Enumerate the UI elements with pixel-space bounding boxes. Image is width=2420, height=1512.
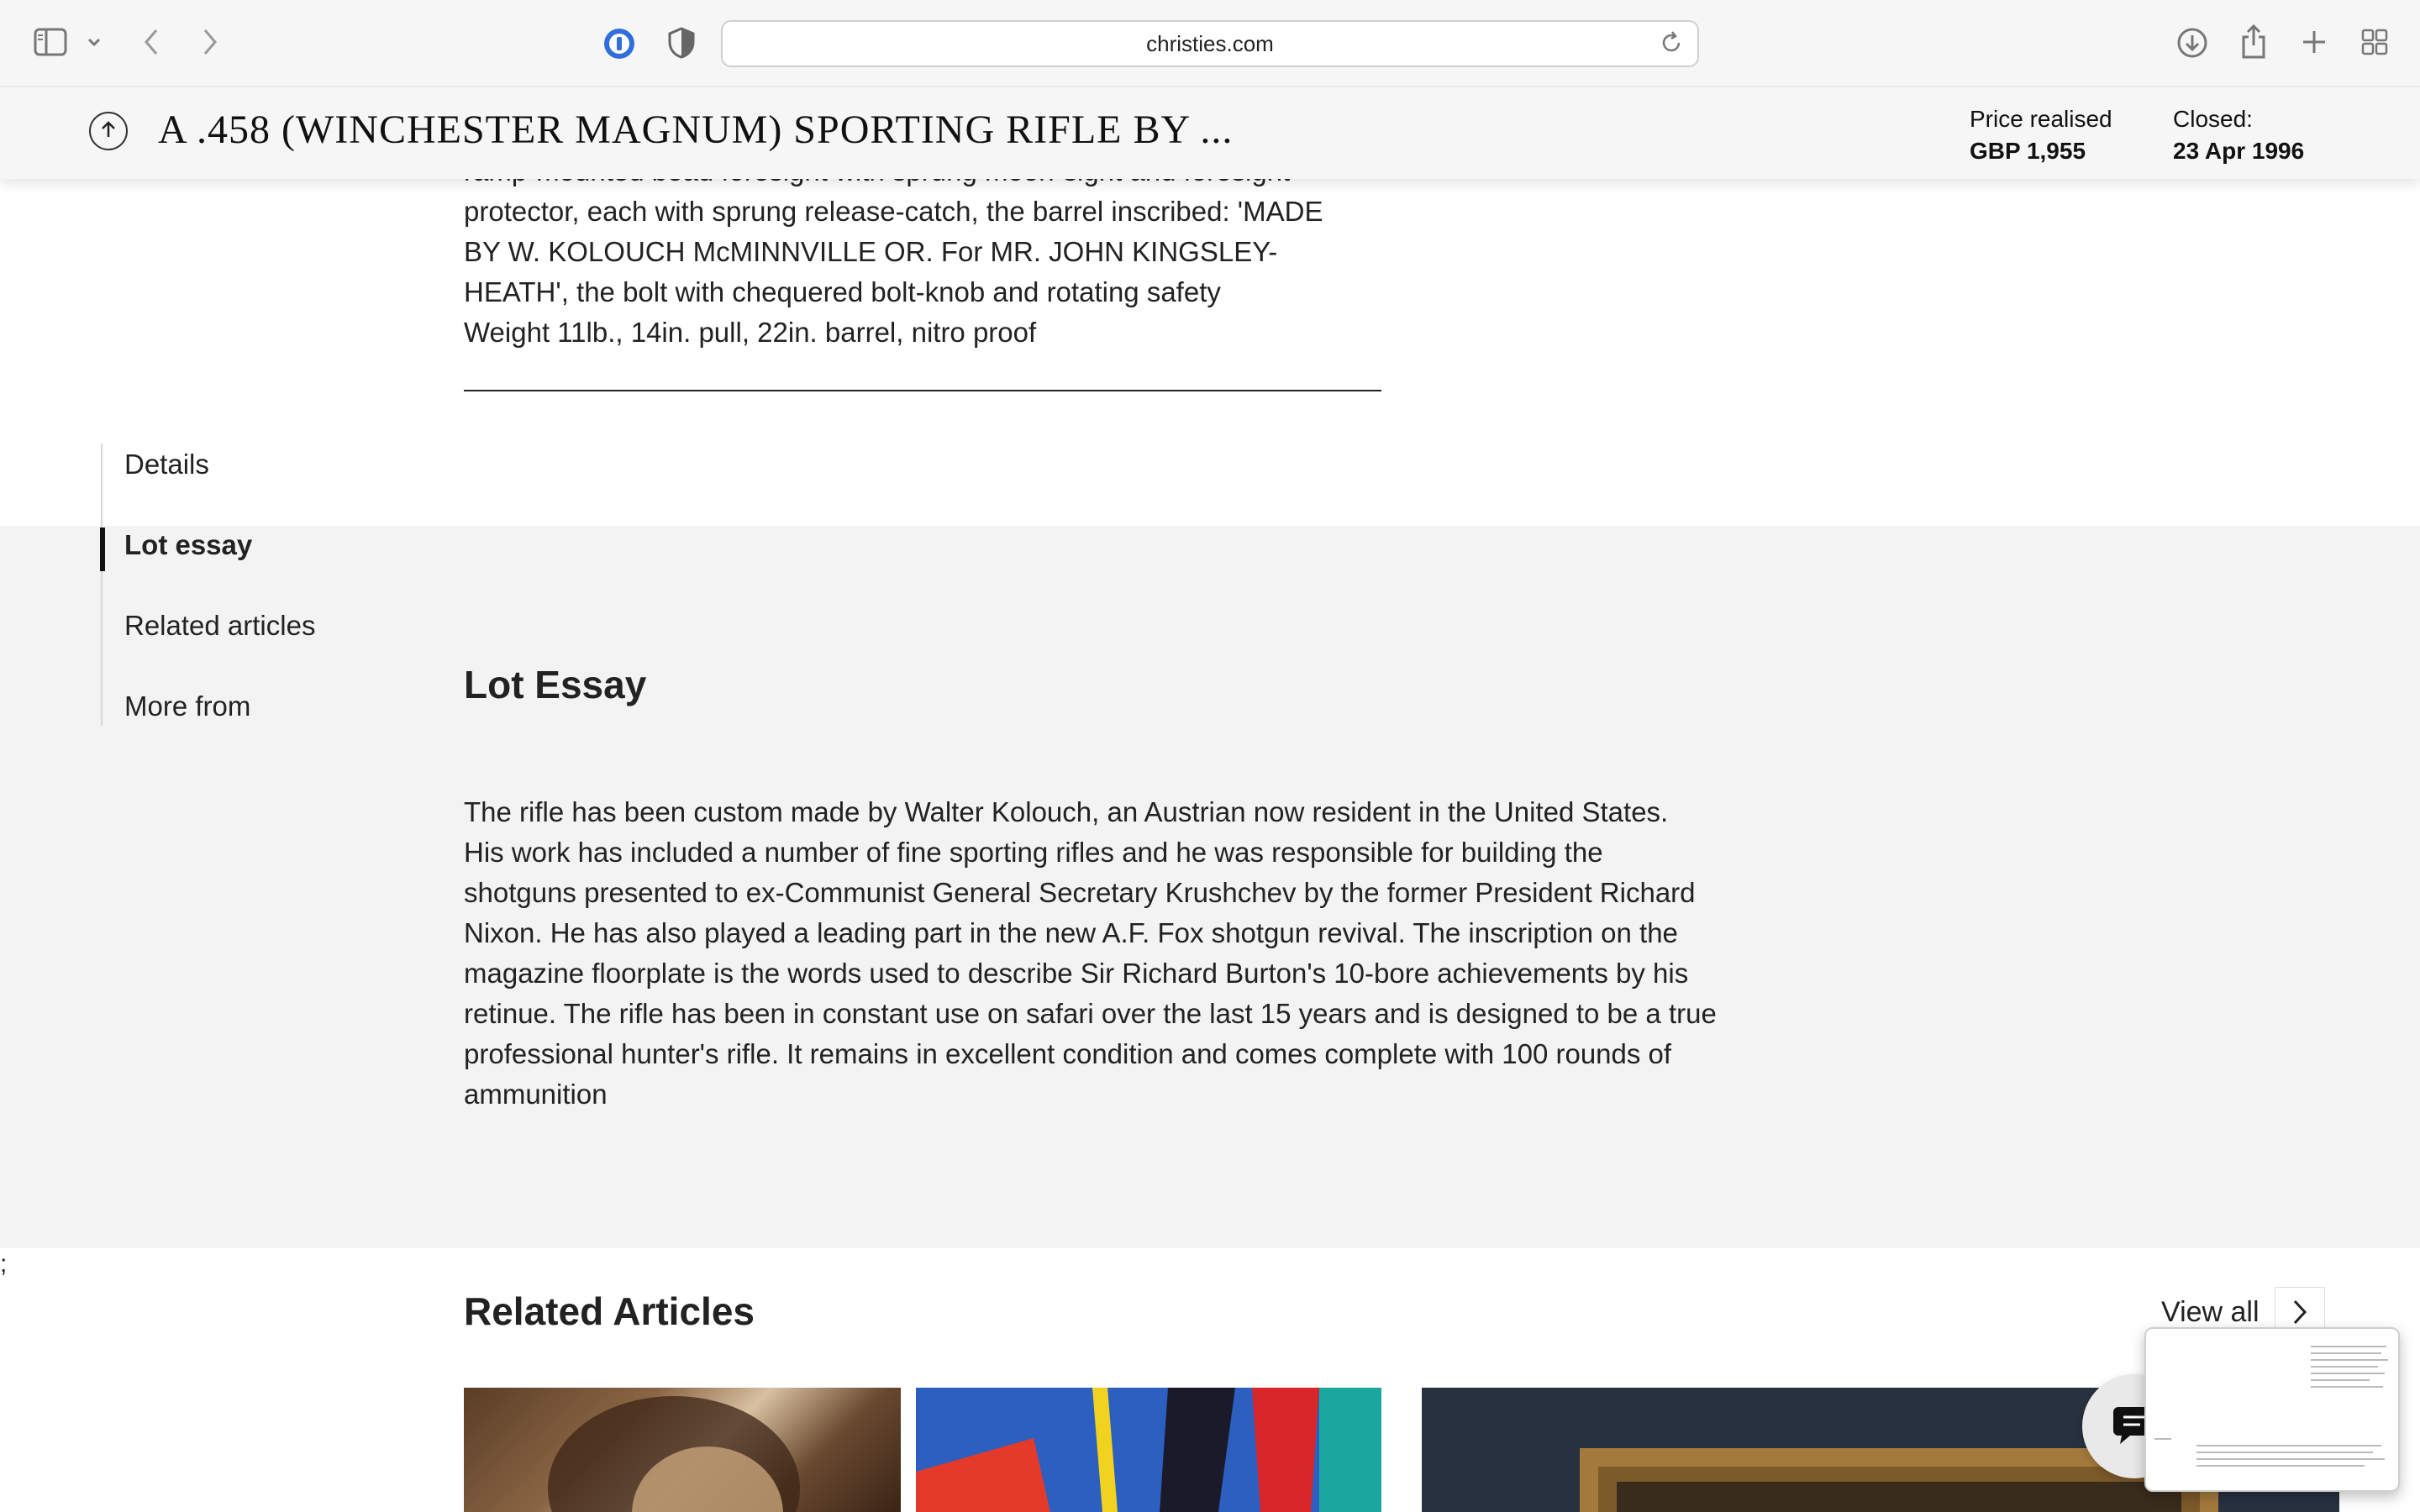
closed-label: Closed: <box>2173 106 2253 132</box>
essay-line: magazine floorplate is the words used to describe Sir Richard Burton's 10-bore achievements by his <box>464 958 1689 989</box>
url-text: christies.com <box>1146 30 1274 56</box>
essay-line: retinue. The rifle has been in constant use on safari over the last 15 years and is designed to be a true <box>464 998 1717 1029</box>
share-icon[interactable] <box>2237 22 2270 60</box>
lot-essay-heading: Lot Essay <box>464 663 647 706</box>
price-realised <box>1970 103 2112 167</box>
price-value: GBP 1,955 <box>1970 138 2086 164</box>
lot-title: A .458 (WINCHESTER MAGNUM) SPORTING RIFLE BY ... <box>158 108 1234 152</box>
screenshot-thumbnail[interactable] <box>2144 1327 2400 1492</box>
essay-line: professional hunter's rifle. It remains in excellent condition and comes complete with 100 rounds of <box>464 1038 1672 1069</box>
article-card-image[interactable] <box>464 1388 901 1512</box>
essay-line: shotguns presented to ex-Communist General Secretary Krushchev by the former President Richard <box>464 877 1696 908</box>
tab-overview-icon[interactable] <box>2358 25 2391 59</box>
abstract-thumbnail <box>916 1388 1381 1512</box>
active-indicator <box>100 528 105 571</box>
address-bar[interactable] <box>721 20 1699 67</box>
lot-sticky-header <box>0 88 2420 179</box>
nav-item-lot-essay[interactable]: Lot essay <box>124 529 253 560</box>
browser-toolbar <box>0 0 2420 87</box>
closed-value: 23 Apr 1996 <box>2173 138 2305 164</box>
password-manager-icon[interactable] <box>602 26 637 61</box>
description-line: BY W. KOLOUCH McMINNVILLE OR. For MR. JOHN KINGSLEY- <box>464 236 1278 267</box>
lot-essay-body <box>464 792 1758 1115</box>
nav-item-more-from[interactable]: More from <box>124 690 251 722</box>
new-tab-icon[interactable] <box>2297 25 2331 59</box>
arrow-up-icon <box>99 119 118 144</box>
sidebar-icon[interactable] <box>32 25 69 59</box>
description-line: protector, each with sprung release-catch, the barrel inscribed: 'MADE <box>464 196 1323 227</box>
section-divider <box>464 390 1381 391</box>
back-to-top-button[interactable] <box>89 112 128 150</box>
section-nav <box>101 444 370 726</box>
lot-description <box>464 151 1388 353</box>
chevron-down-icon[interactable] <box>84 32 104 52</box>
related-articles-heading: Related Articles <box>464 1289 755 1333</box>
download-icon[interactable] <box>2175 25 2210 60</box>
price-label: Price realised <box>1970 106 2112 132</box>
article-card-image[interactable] <box>916 1388 1381 1512</box>
description-line: HEATH', the bolt with chequered bolt-knob and rotating safety <box>464 276 1221 307</box>
closed-date <box>2173 103 2304 167</box>
essay-line: Nixon. He has also played a leading part in the new A.F. Fox shotgun revival. The inscription on the <box>464 917 1678 948</box>
privacy-shield-icon[interactable] <box>664 25 699 60</box>
description-line: Weight 11lb., 14in. pull, 22in. barrel, nitro proof <box>464 317 1037 348</box>
forward-icon[interactable] <box>193 25 227 59</box>
essay-line: His work has included a number of fine sporting rifles and he was responsible for building the <box>464 837 1603 868</box>
nav-item-related-articles[interactable]: Related articles <box>124 610 316 641</box>
view-all-label[interactable]: View all <box>2161 1295 2260 1328</box>
essay-line: The rifle has been custom made by Walter Kolouch, an Austrian now resident in the United States. <box>464 796 1669 827</box>
reload-icon[interactable] <box>1659 30 1686 57</box>
essay-line: ammunition <box>464 1079 608 1110</box>
portrait-thumbnail <box>464 1388 901 1512</box>
back-icon[interactable] <box>134 25 168 59</box>
nav-item-details[interactable]: Details <box>124 449 209 480</box>
stray-text: ; <box>0 1250 8 1278</box>
